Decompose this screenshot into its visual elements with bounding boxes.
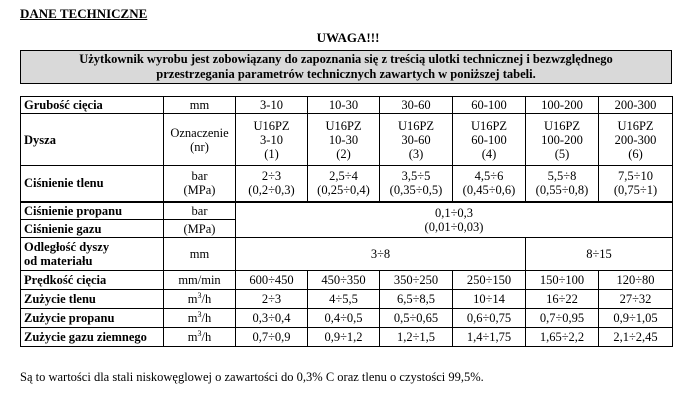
value-cell: 0,3÷0,4 [236, 309, 308, 328]
value-cell: 4,5÷6 (0,45÷0,6) [453, 166, 526, 202]
table-row-nozzle [21, 114, 673, 166]
value-cell: U16PZ 60-100 (4) [453, 114, 526, 166]
value-cell: 0,4÷0,5 [308, 309, 380, 328]
footnote: Są to wartości dla stali niskowęglowej o zawartości do 0,3% C oraz tlenu o czystości 99,5%. [20, 370, 484, 384]
table-row-oxygen-pressure [21, 166, 673, 202]
unit-cell: mm [164, 238, 236, 271]
row-label: Dysza [21, 114, 164, 166]
unit-line: Oznaczenie [170, 125, 229, 140]
value-cell: 350÷250 [380, 271, 453, 290]
value-cell: 0,5÷0,65 [380, 309, 453, 328]
value-cell: 7,5÷10 (0,75÷1) [599, 166, 673, 202]
technical-data-table [20, 96, 673, 347]
row-label: Zużycie tlenu [21, 290, 164, 309]
value-cell: 1,2÷1,5 [380, 328, 453, 347]
row-label: Ciśnienie propanu [21, 202, 164, 220]
table-row-nozzle-distance [21, 238, 673, 271]
row-label: Ciśnienie gazu [21, 220, 164, 238]
table-row-propane-pressure [21, 202, 673, 220]
value-cell: 5,5÷8 (0,55÷0,8) [526, 166, 599, 202]
row-label: Grubość cięcia [21, 97, 164, 114]
value-cell: 60-100 [453, 97, 526, 114]
table-row-propane-consumption [21, 309, 673, 328]
unit-cell [164, 114, 236, 166]
value-cell: 1,65÷2,2 [526, 328, 599, 347]
unit-cell: mm/min [164, 271, 236, 290]
section-title: DANE TECHNICZNE [20, 6, 148, 21]
value-cell: 10-30 [308, 97, 380, 114]
value-cell: 150÷100 [526, 271, 599, 290]
value-cell: 27÷32 [599, 290, 673, 309]
notice-box [20, 50, 672, 84]
value-cell: 600÷450 [236, 271, 308, 290]
value-cell-merged: 0,1÷0,3 (0,01÷0,03) [236, 202, 673, 238]
value-cell: 2÷3 (0,2÷0,3) [236, 166, 308, 202]
notice-title: UWAGA!!! [316, 30, 380, 45]
value-cell: 250÷150 [453, 271, 526, 290]
value-cell: 0,7÷0,9 [236, 328, 308, 347]
unit-cell: $m^3/h$ [164, 309, 236, 328]
value-cell: 0,9÷1,2 [308, 328, 380, 347]
value-cell: 3-10 [236, 97, 308, 114]
value-cell: 1,4÷1,75 [453, 328, 526, 347]
table-row-oxygen-consumption [21, 290, 673, 309]
value-cell-merged: 3÷8 [236, 238, 526, 271]
unit-cell: bar [164, 202, 236, 220]
notice-line-1: Użytkownik wyrobu jest zobowiązany do zapoznania się z treścią ulotki technicznej i bezwzględnego [79, 52, 613, 66]
row-label: Ciśnienie tlenu [21, 166, 164, 202]
row-label: Zużycie gazu ziemnego [21, 328, 164, 347]
unit-cell: bar (MPa) [164, 166, 236, 202]
value-cell: 200-300 [599, 97, 673, 114]
notice-line-2: przestrzegania parametrów technicznych zawartych w poniższej tabeli. [156, 67, 536, 81]
row-label: Prędkość cięcia [21, 271, 164, 290]
value-cell: U16PZ 100-200 (5) [526, 114, 599, 166]
value-cell: 120÷80 [599, 271, 673, 290]
unit-cell: (MPa) [164, 220, 236, 238]
value-cell: U16PZ 30-60 (3) [380, 114, 453, 166]
value-cell: 2,1÷2,45 [599, 328, 673, 347]
value-cell: 0,6÷0,75 [453, 309, 526, 328]
unit-cell: mm [164, 97, 236, 114]
value-cell: 4÷5,5 [308, 290, 380, 309]
value-cell: 0,9÷1,05 [599, 309, 673, 328]
value-cell: U16PZ 10-30 (2) [308, 114, 380, 166]
value-cell: 30-60 [380, 97, 453, 114]
value-cell: 2,5÷4 (0,25÷0,4) [308, 166, 380, 202]
value-cell: 3,5÷5 (0,35÷0,5) [380, 166, 453, 202]
value-cell: 450÷350 [308, 271, 380, 290]
value-cell: U16PZ 3-10 (1) [236, 114, 308, 166]
unit-cell: $m^3/h$ [164, 328, 236, 347]
table-row-thickness [21, 97, 673, 114]
table-row-natural-gas-consumption [21, 328, 673, 347]
row-label: Odległość dyszy od materiału [21, 238, 164, 271]
value-cell: U16PZ 200-300 (6) [599, 114, 673, 166]
value-cell: 100-200 [526, 97, 599, 114]
unit-line: (nr) [190, 139, 209, 154]
value-cell: 6,5÷8,5 [380, 290, 453, 309]
value-cell-merged: 8÷15 [526, 238, 673, 271]
value-cell: 16÷22 [526, 290, 599, 309]
row-label: Zużycie propanu [21, 309, 164, 328]
value-cell: 2÷3 [236, 290, 308, 309]
table-row-cutting-speed [21, 271, 673, 290]
unit-cell: $m^3/h$ [164, 290, 236, 309]
value-cell: 10÷14 [453, 290, 526, 309]
value-cell: 0,7÷0,95 [526, 309, 599, 328]
